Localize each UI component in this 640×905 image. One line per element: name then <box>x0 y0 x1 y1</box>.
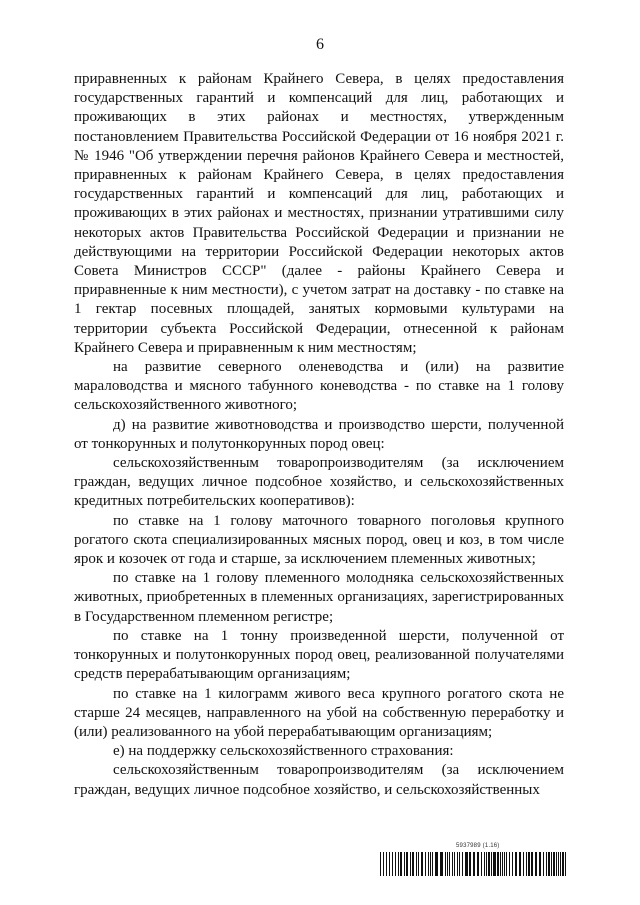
barcode-bar <box>452 852 453 876</box>
paragraph: д) на развитие животноводства и производство шерсти, полученной от тонкорунных и полутонкорунных пород овец: <box>74 416 564 452</box>
barcode-bar <box>539 852 541 876</box>
barcode-bar <box>484 852 485 876</box>
barcode-bar <box>430 852 431 876</box>
barcode-bar <box>506 852 507 876</box>
barcode-bar <box>418 852 419 876</box>
barcode-bar <box>395 852 396 876</box>
barcode-bar <box>454 852 455 876</box>
barcode-bar <box>548 852 550 876</box>
barcode-bar <box>459 852 460 876</box>
barcode-bar <box>553 852 555 876</box>
barcode-bar <box>383 852 384 876</box>
barcode-bar <box>551 852 552 876</box>
barcode-bar <box>412 852 414 876</box>
barcode-bar <box>469 852 471 876</box>
barcode-bar <box>558 852 559 876</box>
barcode-bar <box>500 852 501 876</box>
barcode-bar <box>462 852 463 876</box>
paragraph: по ставке на 1 голову племенного молодняка сельскохозяйственных животных, приобретенных в племенных организациях, зарегистрированных в Государственном племенном регистре; <box>74 570 564 625</box>
paragraph: по ставке на 1 тонну произведенной шерсти, полученной от тонкорунных и полутонкорунных пород овец, реализованной получателями средств перерабатывающим организациям; <box>74 627 564 683</box>
barcode-bar <box>546 852 547 876</box>
paragraph: е) на поддержку сельскохозяйственного страхования: <box>113 743 454 760</box>
barcode-icon <box>380 852 566 876</box>
barcode-bar <box>416 852 417 876</box>
barcode-bar <box>432 852 433 876</box>
barcode-bar <box>457 852 458 876</box>
barcode-bar <box>386 852 387 876</box>
paragraph: сельскохозяйственным товаропроизводителям (за исключением граждан, ведущих личное подсобное хозяйство, и сельскохозяйственных кредитных потребительских кооперативов): <box>74 455 564 510</box>
barcode-bar <box>465 852 468 876</box>
barcode-bar <box>488 852 490 876</box>
barcode-bar <box>562 852 564 876</box>
barcode-bar <box>473 852 475 876</box>
page-number: 6 <box>316 36 324 53</box>
barcode-bar <box>535 852 537 876</box>
document-body <box>74 70 564 800</box>
barcode-bar <box>481 852 482 876</box>
barcode-bar <box>491 852 492 876</box>
barcode-bar <box>410 852 411 876</box>
paragraph: приравненных к районам Крайнего Севера, в целях предоставления государственных гарантий и компенсаций для лиц, работающих и проживающих в этих районах и местностях, утвержденным постановлением Правительства Российской Федерации от 16 ноября 2021 г. № 1946 "Об утверждении перечня районов Крайнего Севера и местностей, приравненных к районам Крайнего Севера, в целях предоставления государственных гарантий и компенсаций для лиц, работающих и проживающих в этих районах и местностях, признании утратившими силу некоторых актов Правительства Российской Федерации и признании не действующими на территории Российской Федерации некоторых актов Совета Министров СССР" (далее - районы Крайнего Севера и приравненные к ним местности), с учетом затрат на доставку - по ставке на 1 гектар посевных площадей, занятых кормовыми культурами на территории субъекта Российской Федерации, отнесенной к районам Крайнего Севера и приравненным к ним местностям; <box>74 71 564 356</box>
document-code: 5937989 (1.16) <box>456 843 500 849</box>
barcode-bar <box>440 852 443 876</box>
paragraph: по ставке на 1 голову маточного товарного поголовья крупного рогатого скота специализированных мясных пород, овец и коз, в том числе ярок и козочек от года и старше, за исключением племенных животных; <box>74 512 564 568</box>
barcode-bar <box>435 852 438 876</box>
barcode-bar <box>425 852 426 876</box>
barcode-bar <box>404 852 405 876</box>
barcode-bar <box>406 852 408 876</box>
barcode-bar <box>493 852 496 876</box>
paragraph: по ставке на 1 килограмм живого веса крупного рогатого скота не старше 24 месяцев, направленного на убой на собственную переработку и (или) реализованного на убой перерабатывающим организациям; <box>74 685 564 740</box>
paragraph: на развитие северного оленеводства и (или) на развитие мараловодства и мясного табунного коневодства - по ставке на 1 голову сельскохозяйственного животного; <box>74 359 564 414</box>
barcode-bar <box>389 852 390 876</box>
barcode-bar <box>445 852 446 876</box>
barcode-bar <box>531 852 533 876</box>
barcode-bar <box>398 852 399 876</box>
barcode-bar <box>526 852 527 876</box>
barcode-bar <box>565 852 566 876</box>
barcode-bar <box>509 852 510 876</box>
barcode-bar <box>519 852 521 876</box>
barcode-bar <box>497 852 499 876</box>
barcode-bar <box>515 852 517 876</box>
barcode-bar <box>504 852 505 876</box>
barcode-bar <box>447 852 448 876</box>
paragraph: сельскохозяйственным товаропроизводителям (за исключением граждан, ведущих личное подсобное хозяйство, и сельскохозяйственных <box>74 762 564 798</box>
barcode-bar <box>502 852 503 876</box>
barcode-bar <box>523 852 524 876</box>
barcode-bar <box>512 852 513 876</box>
barcode-bar <box>486 852 487 876</box>
barcode-bar <box>560 852 561 876</box>
barcode-bar <box>543 852 544 876</box>
barcode-bar <box>392 852 393 876</box>
barcode-bar <box>556 852 557 876</box>
barcode-bar <box>477 852 479 876</box>
barcode-bar <box>449 852 450 876</box>
barcode-bar <box>400 852 402 876</box>
barcode-bar <box>380 852 381 876</box>
barcode-bar <box>421 852 423 876</box>
barcode-bar <box>428 852 429 876</box>
barcode-bar <box>528 852 530 876</box>
